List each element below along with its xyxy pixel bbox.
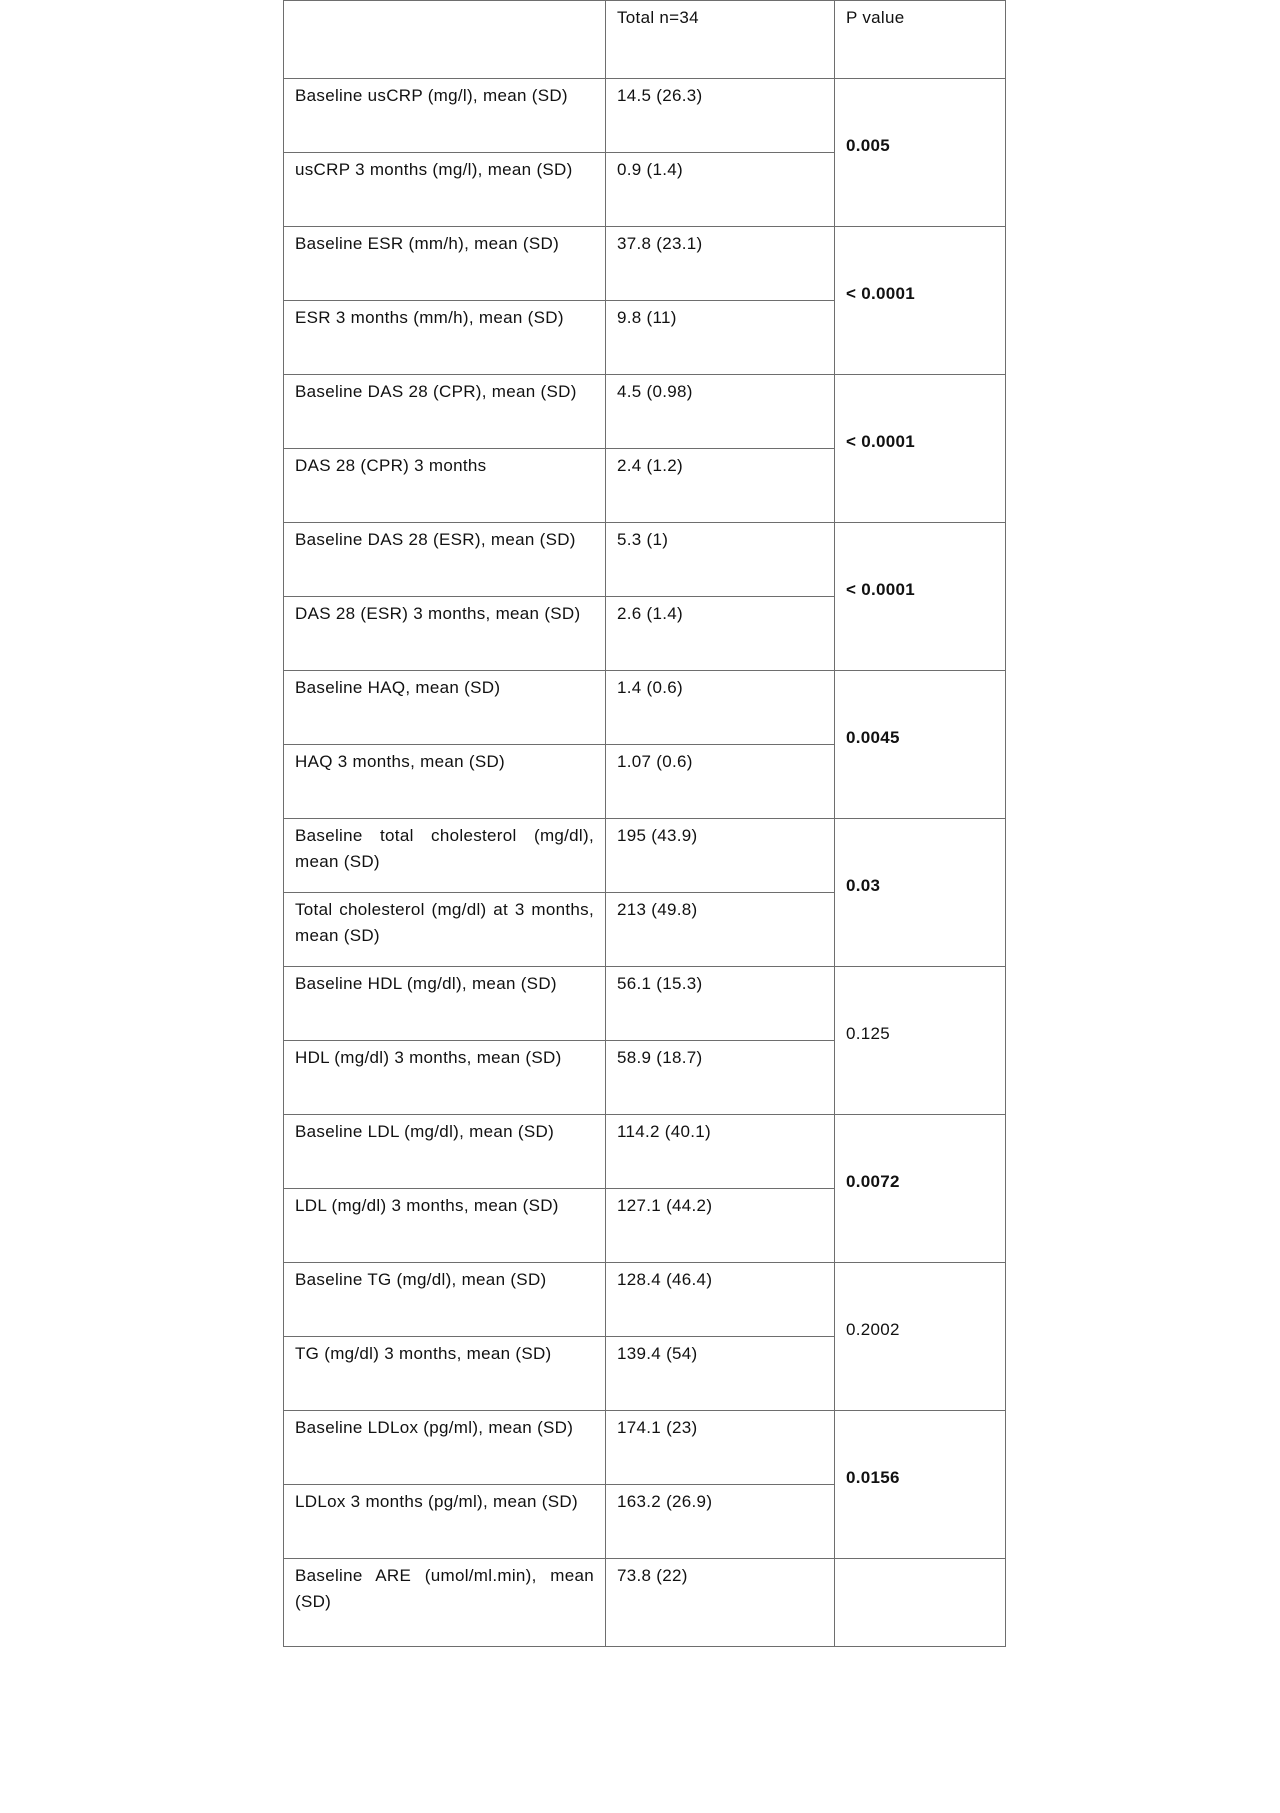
row-label: Total cholesterol (mg/dl) at 3 months, mean (SD)	[284, 893, 606, 967]
row-value: 4.5 (0.98)	[606, 375, 835, 449]
row-label: Baseline usCRP (mg/l), mean (SD)	[284, 79, 606, 153]
table-row	[284, 671, 1006, 745]
p-value-cell: 0.03	[835, 819, 1006, 967]
row-value: 73.8 (22)	[606, 1559, 835, 1647]
row-value: 9.8 (11)	[606, 301, 835, 375]
table-body	[284, 1, 1006, 1647]
table-row	[284, 1263, 1006, 1337]
row-label: Baseline TG (mg/dl), mean (SD)	[284, 1263, 606, 1337]
p-value-cell: 0.2002	[835, 1263, 1006, 1411]
row-value: 56.1 (15.3)	[606, 967, 835, 1041]
row-value: 213 (49.8)	[606, 893, 835, 967]
results-table	[283, 0, 1006, 1647]
row-value: 2.6 (1.4)	[606, 597, 835, 671]
row-label: Baseline LDL (mg/dl), mean (SD)	[284, 1115, 606, 1189]
p-value-cell: < 0.0001	[835, 523, 1006, 671]
row-label: HDL (mg/dl) 3 months, mean (SD)	[284, 1041, 606, 1115]
row-label: Baseline total cholesterol (mg/dl), mean (SD)	[284, 819, 606, 893]
row-label: Baseline HAQ, mean (SD)	[284, 671, 606, 745]
row-label: Baseline DAS 28 (ESR), mean (SD)	[284, 523, 606, 597]
table-row	[284, 819, 1006, 893]
row-value: 114.2 (40.1)	[606, 1115, 835, 1189]
row-label: HAQ 3 months, mean (SD)	[284, 745, 606, 819]
p-value-cell: 0.125	[835, 967, 1006, 1115]
row-value: 0.9 (1.4)	[606, 153, 835, 227]
row-label: ESR 3 months (mm/h), mean (SD)	[284, 301, 606, 375]
row-label: DAS 28 (CPR) 3 months	[284, 449, 606, 523]
table-row	[284, 227, 1006, 301]
row-value: 127.1 (44.2)	[606, 1189, 835, 1263]
p-value-cell: 0.0045	[835, 671, 1006, 819]
p-value-cell: 0.0156	[835, 1411, 1006, 1559]
header-row	[284, 1, 1006, 79]
table-row	[284, 1411, 1006, 1485]
p-value-cell: 0.0072	[835, 1115, 1006, 1263]
table-row	[284, 967, 1006, 1041]
row-label: Baseline LDLox (pg/ml), mean (SD)	[284, 1411, 606, 1485]
p-value-cell: 0.005	[835, 79, 1006, 227]
row-label: usCRP 3 months (mg/l), mean (SD)	[284, 153, 606, 227]
table-row	[284, 523, 1006, 597]
row-label: Baseline DAS 28 (CPR), mean (SD)	[284, 375, 606, 449]
row-value: 14.5 (26.3)	[606, 79, 835, 153]
header-cell-p-value: P value	[835, 1, 1006, 79]
row-value: 5.3 (1)	[606, 523, 835, 597]
row-label: Baseline ESR (mm/h), mean (SD)	[284, 227, 606, 301]
table-row	[284, 79, 1006, 153]
row-label: TG (mg/dl) 3 months, mean (SD)	[284, 1337, 606, 1411]
row-label: Baseline ARE (umol/ml.min), mean (SD)	[284, 1559, 606, 1647]
row-value: 128.4 (46.4)	[606, 1263, 835, 1337]
row-label: Baseline HDL (mg/dl), mean (SD)	[284, 967, 606, 1041]
table-row	[284, 375, 1006, 449]
row-value: 195 (43.9)	[606, 819, 835, 893]
p-value-cell: < 0.0001	[835, 375, 1006, 523]
row-label: DAS 28 (ESR) 3 months, mean (SD)	[284, 597, 606, 671]
row-value: 1.07 (0.6)	[606, 745, 835, 819]
header-cell-blank	[284, 1, 606, 79]
row-value: 58.9 (18.7)	[606, 1041, 835, 1115]
table-row	[284, 1115, 1006, 1189]
header-cell-total: Total n=34	[606, 1, 835, 79]
table-row	[284, 1559, 1006, 1647]
row-value: 139.4 (54)	[606, 1337, 835, 1411]
p-value-cell	[835, 1559, 1006, 1647]
row-label: LDL (mg/dl) 3 months, mean (SD)	[284, 1189, 606, 1263]
row-label: LDLox 3 months (pg/ml), mean (SD)	[284, 1485, 606, 1559]
row-value: 163.2 (26.9)	[606, 1485, 835, 1559]
row-value: 2.4 (1.2)	[606, 449, 835, 523]
row-value: 174.1 (23)	[606, 1411, 835, 1485]
row-value: 37.8 (23.1)	[606, 227, 835, 301]
row-value: 1.4 (0.6)	[606, 671, 835, 745]
p-value-cell: < 0.0001	[835, 227, 1006, 375]
